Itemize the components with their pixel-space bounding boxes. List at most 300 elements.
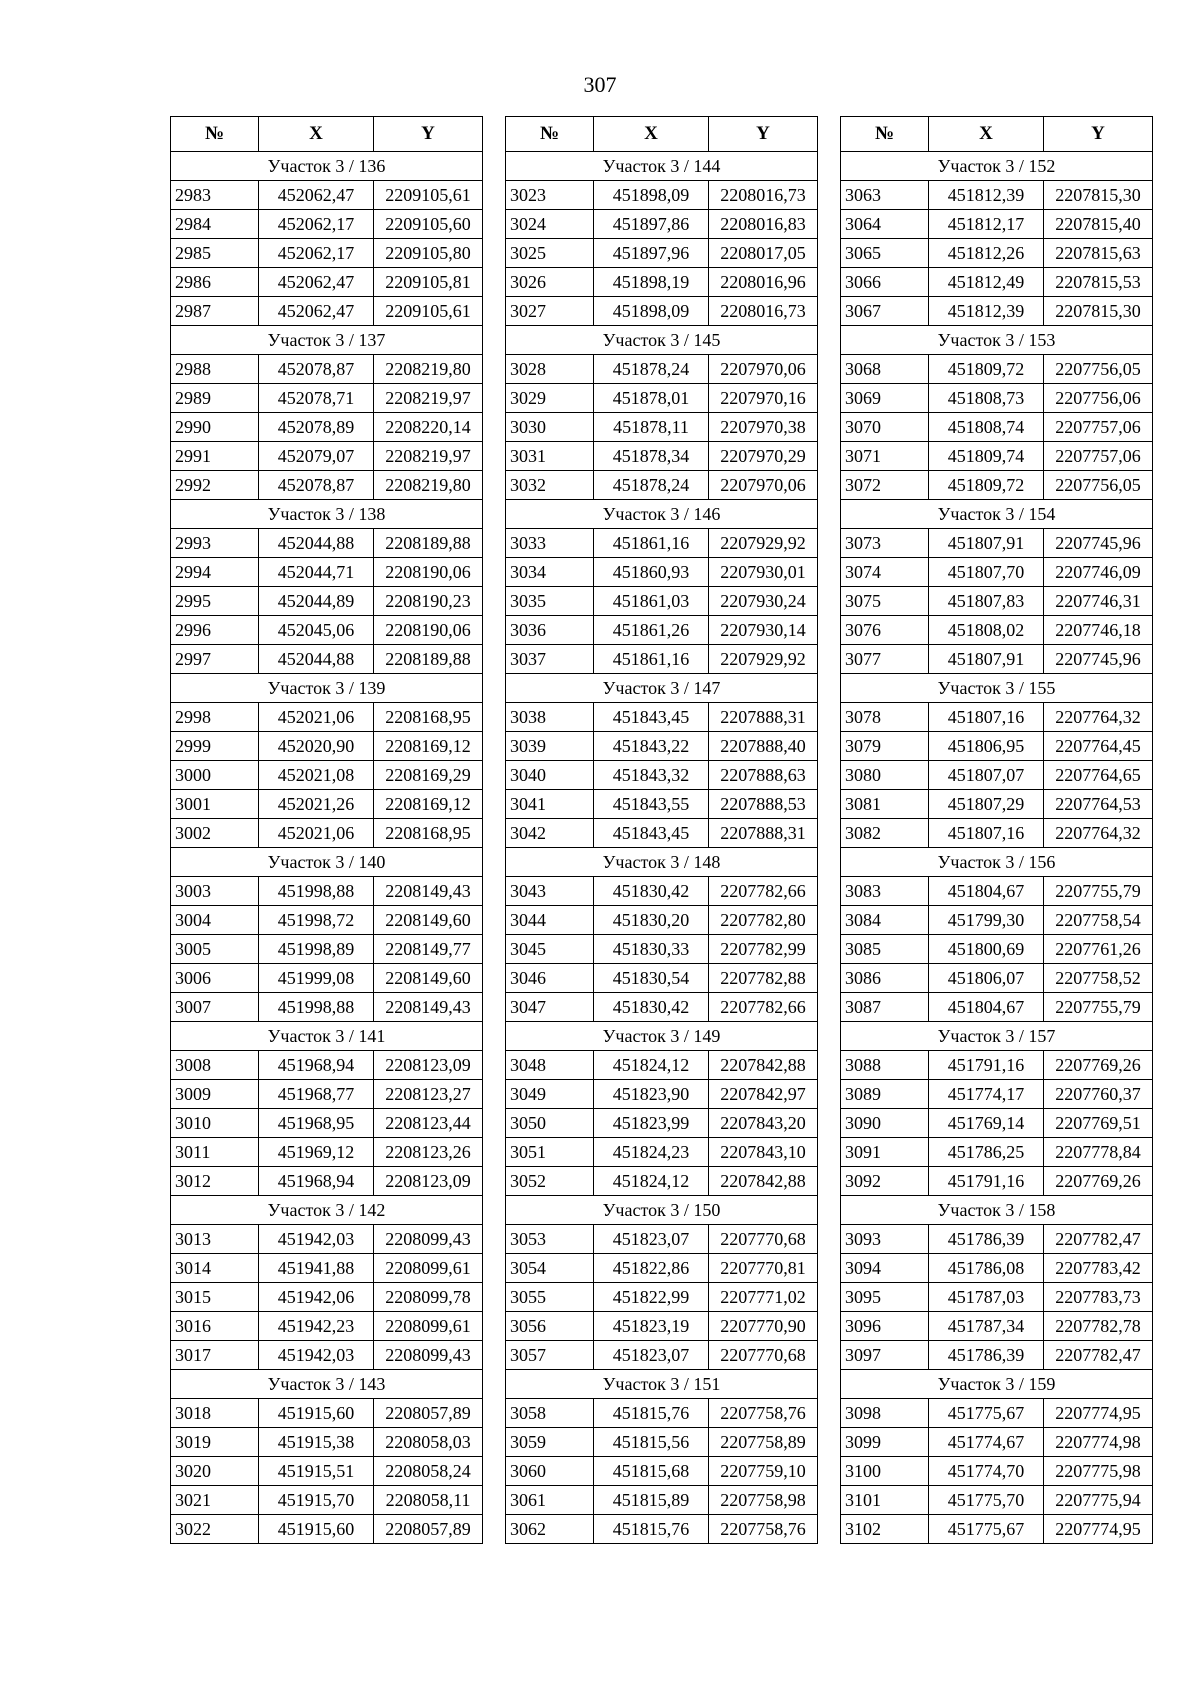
- point-number: 3082: [841, 819, 929, 848]
- x-coordinate: 451812,17: [929, 210, 1044, 239]
- y-coordinate: 2208057,89: [374, 1399, 483, 1428]
- y-coordinate: 2207843,10: [709, 1138, 818, 1167]
- point-number: 3041: [506, 790, 594, 819]
- y-coordinate: 2207970,16: [709, 384, 818, 413]
- table-row: [841, 529, 1153, 558]
- point-number: 3060: [506, 1457, 594, 1486]
- y-coordinate: 2207760,37: [1044, 1080, 1153, 1109]
- y-coordinate: 2207755,79: [1044, 993, 1153, 1022]
- table-row: [841, 964, 1153, 993]
- y-coordinate: 2209105,80: [374, 239, 483, 268]
- x-coordinate: 452021,06: [259, 703, 374, 732]
- table-row: [171, 1312, 483, 1341]
- y-coordinate: 2207758,89: [709, 1428, 818, 1457]
- x-coordinate: 451809,72: [929, 471, 1044, 500]
- point-number: 3049: [506, 1080, 594, 1109]
- x-coordinate: 451830,20: [594, 906, 709, 935]
- point-number: 3013: [171, 1225, 259, 1254]
- table-row: [506, 645, 818, 674]
- point-number: 3064: [841, 210, 929, 239]
- y-coordinate: 2207764,65: [1044, 761, 1153, 790]
- y-coordinate: 2207771,02: [709, 1283, 818, 1312]
- column-header-y: Y: [374, 117, 483, 152]
- table-row: [841, 616, 1153, 645]
- x-coordinate: 451806,95: [929, 732, 1044, 761]
- point-number: 2991: [171, 442, 259, 471]
- x-coordinate: 451969,12: [259, 1138, 374, 1167]
- y-coordinate: 2207758,52: [1044, 964, 1153, 993]
- x-coordinate: 451824,12: [594, 1167, 709, 1196]
- x-coordinate: 451860,93: [594, 558, 709, 587]
- x-coordinate: 452021,06: [259, 819, 374, 848]
- table-row: [506, 413, 818, 442]
- point-number: 3039: [506, 732, 594, 761]
- x-coordinate: 451968,94: [259, 1167, 374, 1196]
- table-row: [841, 790, 1153, 819]
- y-coordinate: 2207769,51: [1044, 1109, 1153, 1138]
- point-number: 3003: [171, 877, 259, 906]
- y-coordinate: 2207770,68: [709, 1341, 818, 1370]
- x-coordinate: 451786,25: [929, 1138, 1044, 1167]
- section-row: [841, 1370, 1153, 1399]
- table-row: [171, 877, 483, 906]
- y-coordinate: 2208099,61: [374, 1312, 483, 1341]
- x-coordinate: 451807,16: [929, 703, 1044, 732]
- x-coordinate: 451791,16: [929, 1167, 1044, 1196]
- y-coordinate: 2208219,80: [374, 355, 483, 384]
- point-number: 3040: [506, 761, 594, 790]
- x-coordinate: 451878,01: [594, 384, 709, 413]
- y-coordinate: 2208099,61: [374, 1254, 483, 1283]
- y-coordinate: 2207774,98: [1044, 1428, 1153, 1457]
- x-coordinate: 452044,88: [259, 645, 374, 674]
- y-coordinate: 2207775,98: [1044, 1457, 1153, 1486]
- point-number: 2988: [171, 355, 259, 384]
- y-coordinate: 2208219,80: [374, 471, 483, 500]
- table-row: [841, 935, 1153, 964]
- x-coordinate: 452062,17: [259, 239, 374, 268]
- table-row: [171, 210, 483, 239]
- section-row: [841, 674, 1153, 703]
- column-header-x: X: [259, 117, 374, 152]
- y-coordinate: 2207782,47: [1044, 1225, 1153, 1254]
- point-number: 3068: [841, 355, 929, 384]
- point-number: 3020: [171, 1457, 259, 1486]
- x-coordinate: 451968,95: [259, 1109, 374, 1138]
- y-coordinate: 2208123,09: [374, 1167, 483, 1196]
- section-title: Участок 3 / 159: [841, 1370, 1153, 1399]
- table-row: [506, 1399, 818, 1428]
- x-coordinate: 451807,91: [929, 529, 1044, 558]
- y-coordinate: 2208017,05: [709, 239, 818, 268]
- table-row: [841, 1225, 1153, 1254]
- x-coordinate: 451791,16: [929, 1051, 1044, 1080]
- table-row: [506, 1283, 818, 1312]
- table-row: [506, 906, 818, 935]
- y-coordinate: 2208169,12: [374, 732, 483, 761]
- table-row: [841, 1051, 1153, 1080]
- y-coordinate: 2207782,78: [1044, 1312, 1153, 1341]
- column-header-number: №: [841, 117, 929, 152]
- point-number: 3016: [171, 1312, 259, 1341]
- table-row: [171, 732, 483, 761]
- y-coordinate: 2208099,78: [374, 1283, 483, 1312]
- column-header-number: №: [171, 117, 259, 152]
- x-coordinate: 451843,55: [594, 790, 709, 819]
- table-row: [171, 268, 483, 297]
- point-number: 3085: [841, 935, 929, 964]
- point-number: 3004: [171, 906, 259, 935]
- y-coordinate: 2207764,32: [1044, 819, 1153, 848]
- point-number: 3031: [506, 442, 594, 471]
- point-number: 3051: [506, 1138, 594, 1167]
- y-coordinate: 2207746,31: [1044, 587, 1153, 616]
- point-number: 3023: [506, 181, 594, 210]
- y-coordinate: 2208149,77: [374, 935, 483, 964]
- table-row: [841, 1486, 1153, 1515]
- y-coordinate: 2208149,43: [374, 993, 483, 1022]
- x-coordinate: 451815,68: [594, 1457, 709, 1486]
- section-row: [841, 1022, 1153, 1051]
- y-coordinate: 2207970,29: [709, 442, 818, 471]
- y-coordinate: 2207758,76: [709, 1399, 818, 1428]
- x-coordinate: 451807,91: [929, 645, 1044, 674]
- x-coordinate: 451878,34: [594, 442, 709, 471]
- section-row: [171, 1196, 483, 1225]
- table-row: [171, 587, 483, 616]
- x-coordinate: 452078,89: [259, 413, 374, 442]
- table-row: [841, 732, 1153, 761]
- coordinate-table: [505, 116, 818, 1544]
- x-coordinate: 452078,71: [259, 384, 374, 413]
- x-coordinate: 451861,16: [594, 645, 709, 674]
- coordinate-table: [170, 116, 483, 1544]
- point-number: 3081: [841, 790, 929, 819]
- table-row: [506, 355, 818, 384]
- y-coordinate: 2207764,53: [1044, 790, 1153, 819]
- y-coordinate: 2207782,47: [1044, 1341, 1153, 1370]
- y-coordinate: 2207782,66: [709, 877, 818, 906]
- y-coordinate: 2207888,63: [709, 761, 818, 790]
- section-title: Участок 3 / 141: [171, 1022, 483, 1051]
- table-row: [506, 1457, 818, 1486]
- table-row: [171, 819, 483, 848]
- x-coordinate: 451786,08: [929, 1254, 1044, 1283]
- section-title: Участок 3 / 155: [841, 674, 1153, 703]
- y-coordinate: 2208169,29: [374, 761, 483, 790]
- point-number: 3090: [841, 1109, 929, 1138]
- y-coordinate: 2208123,27: [374, 1080, 483, 1109]
- y-coordinate: 2207756,06: [1044, 384, 1153, 413]
- x-coordinate: 451806,07: [929, 964, 1044, 993]
- x-coordinate: 451915,70: [259, 1486, 374, 1515]
- y-coordinate: 2207815,30: [1044, 181, 1153, 210]
- section-row: [171, 848, 483, 877]
- table-row: [506, 1341, 818, 1370]
- section-row: [841, 500, 1153, 529]
- table-row: [841, 471, 1153, 500]
- table-row: [171, 1515, 483, 1544]
- y-coordinate: 2207970,38: [709, 413, 818, 442]
- point-number: 3075: [841, 587, 929, 616]
- section-row: [841, 848, 1153, 877]
- y-coordinate: 2207770,90: [709, 1312, 818, 1341]
- y-coordinate: 2208190,06: [374, 616, 483, 645]
- y-coordinate: 2208190,23: [374, 587, 483, 616]
- y-coordinate: 2208057,89: [374, 1515, 483, 1544]
- point-number: 3061: [506, 1486, 594, 1515]
- y-coordinate: 2207755,79: [1044, 877, 1153, 906]
- x-coordinate: 451815,89: [594, 1486, 709, 1515]
- table-row: [171, 1486, 483, 1515]
- table-row: [841, 442, 1153, 471]
- point-number: 3071: [841, 442, 929, 471]
- point-number: 3050: [506, 1109, 594, 1138]
- table-row: [841, 1399, 1153, 1428]
- table-row: [841, 703, 1153, 732]
- point-number: 3025: [506, 239, 594, 268]
- x-coordinate: 452021,08: [259, 761, 374, 790]
- y-coordinate: 2207842,88: [709, 1051, 818, 1080]
- y-coordinate: 2208123,44: [374, 1109, 483, 1138]
- point-number: 3078: [841, 703, 929, 732]
- table-row: [506, 1428, 818, 1457]
- section-row: [841, 152, 1153, 181]
- point-number: 3079: [841, 732, 929, 761]
- x-coordinate: 451775,67: [929, 1399, 1044, 1428]
- point-number: 2996: [171, 616, 259, 645]
- table-row: [171, 1254, 483, 1283]
- section-row: [171, 1022, 483, 1051]
- y-coordinate: 2207888,53: [709, 790, 818, 819]
- point-number: 3009: [171, 1080, 259, 1109]
- column-header-y: Y: [1044, 117, 1153, 152]
- x-coordinate: 451878,24: [594, 355, 709, 384]
- section-row: [506, 674, 818, 703]
- table-row: [506, 297, 818, 326]
- table-row: [506, 1515, 818, 1544]
- y-coordinate: 2207782,88: [709, 964, 818, 993]
- y-coordinate: 2208123,26: [374, 1138, 483, 1167]
- table-row: [841, 1138, 1153, 1167]
- point-number: 3007: [171, 993, 259, 1022]
- section-title: Участок 3 / 143: [171, 1370, 483, 1399]
- section-title: Участок 3 / 151: [506, 1370, 818, 1399]
- point-number: 3022: [171, 1515, 259, 1544]
- point-number: 3094: [841, 1254, 929, 1283]
- point-number: 2989: [171, 384, 259, 413]
- y-coordinate: 2208058,24: [374, 1457, 483, 1486]
- x-coordinate: 451786,39: [929, 1225, 1044, 1254]
- x-coordinate: 451800,69: [929, 935, 1044, 964]
- y-coordinate: 2209105,61: [374, 297, 483, 326]
- point-number: 3027: [506, 297, 594, 326]
- y-coordinate: 2207929,92: [709, 645, 818, 674]
- point-number: 3102: [841, 1515, 929, 1544]
- point-number: 2998: [171, 703, 259, 732]
- section-row: [506, 152, 818, 181]
- table-row: [171, 1225, 483, 1254]
- x-coordinate: 451897,96: [594, 239, 709, 268]
- x-coordinate: 451774,67: [929, 1428, 1044, 1457]
- table-row: [506, 703, 818, 732]
- x-coordinate: 451823,07: [594, 1225, 709, 1254]
- table-row: [171, 1399, 483, 1428]
- point-number: 3065: [841, 239, 929, 268]
- point-number: 2997: [171, 645, 259, 674]
- section-title: Участок 3 / 152: [841, 152, 1153, 181]
- x-coordinate: 451815,56: [594, 1428, 709, 1457]
- x-coordinate: 452078,87: [259, 355, 374, 384]
- y-coordinate: 2207815,53: [1044, 268, 1153, 297]
- x-coordinate: 451812,49: [929, 268, 1044, 297]
- point-number: 3092: [841, 1167, 929, 1196]
- x-coordinate: 452062,47: [259, 268, 374, 297]
- x-coordinate: 451824,23: [594, 1138, 709, 1167]
- x-coordinate: 451861,26: [594, 616, 709, 645]
- point-number: 3089: [841, 1080, 929, 1109]
- y-coordinate: 2208016,96: [709, 268, 818, 297]
- section-row: [171, 674, 483, 703]
- x-coordinate: 451807,07: [929, 761, 1044, 790]
- y-coordinate: 2207770,68: [709, 1225, 818, 1254]
- section-title: Участок 3 / 157: [841, 1022, 1153, 1051]
- table-row: [506, 442, 818, 471]
- column-header-y: Y: [709, 117, 818, 152]
- point-number: 3028: [506, 355, 594, 384]
- section-row: [171, 152, 483, 181]
- x-coordinate: 451822,99: [594, 1283, 709, 1312]
- y-coordinate: 2207746,18: [1044, 616, 1153, 645]
- x-coordinate: 451812,39: [929, 181, 1044, 210]
- y-coordinate: 2209105,81: [374, 268, 483, 297]
- x-coordinate: 451942,23: [259, 1312, 374, 1341]
- x-coordinate: 451815,76: [594, 1515, 709, 1544]
- x-coordinate: 451861,16: [594, 529, 709, 558]
- x-coordinate: 451812,39: [929, 297, 1044, 326]
- table-row: [171, 558, 483, 587]
- table-row: [841, 413, 1153, 442]
- y-coordinate: 2207842,97: [709, 1080, 818, 1109]
- point-number: 3042: [506, 819, 594, 848]
- x-coordinate: 451942,03: [259, 1225, 374, 1254]
- y-coordinate: 2207930,24: [709, 587, 818, 616]
- table-row: [171, 964, 483, 993]
- y-coordinate: 2207970,06: [709, 355, 818, 384]
- section-row: [506, 1370, 818, 1399]
- point-number: 3029: [506, 384, 594, 413]
- y-coordinate: 2207769,26: [1044, 1051, 1153, 1080]
- y-coordinate: 2207764,32: [1044, 703, 1153, 732]
- table-row: [506, 616, 818, 645]
- x-coordinate: 452044,71: [259, 558, 374, 587]
- table-row: [841, 355, 1153, 384]
- point-number: 3034: [506, 558, 594, 587]
- x-coordinate: 451998,72: [259, 906, 374, 935]
- x-coordinate: 452078,87: [259, 471, 374, 500]
- x-coordinate: 451823,99: [594, 1109, 709, 1138]
- point-number: 3006: [171, 964, 259, 993]
- point-number: 3010: [171, 1109, 259, 1138]
- point-number: 3100: [841, 1457, 929, 1486]
- y-coordinate: 2208219,97: [374, 384, 483, 413]
- point-number: 3011: [171, 1138, 259, 1167]
- table-row: [506, 1167, 818, 1196]
- y-coordinate: 2207929,92: [709, 529, 818, 558]
- point-number: 2993: [171, 529, 259, 558]
- table-row: [506, 1109, 818, 1138]
- y-coordinate: 2207783,73: [1044, 1283, 1153, 1312]
- table-row: [841, 877, 1153, 906]
- point-number: 3054: [506, 1254, 594, 1283]
- y-coordinate: 2208219,97: [374, 442, 483, 471]
- x-coordinate: 452020,90: [259, 732, 374, 761]
- table-row: [841, 384, 1153, 413]
- point-number: 3070: [841, 413, 929, 442]
- table-row: [171, 761, 483, 790]
- table-row: [506, 790, 818, 819]
- coordinate-table: [840, 116, 1153, 1544]
- point-number: 3043: [506, 877, 594, 906]
- point-number: 3038: [506, 703, 594, 732]
- table-row: [506, 1225, 818, 1254]
- table-row: [171, 1457, 483, 1486]
- table-row: [506, 1080, 818, 1109]
- table-row: [171, 703, 483, 732]
- point-number: 2984: [171, 210, 259, 239]
- point-number: 3000: [171, 761, 259, 790]
- y-coordinate: 2207745,96: [1044, 529, 1153, 558]
- y-coordinate: 2208123,09: [374, 1051, 483, 1080]
- y-coordinate: 2207758,76: [709, 1515, 818, 1544]
- point-number: 2999: [171, 732, 259, 761]
- point-number: 3058: [506, 1399, 594, 1428]
- y-coordinate: 2207888,31: [709, 703, 818, 732]
- point-number: 3077: [841, 645, 929, 674]
- section-title: Участок 3 / 149: [506, 1022, 818, 1051]
- section-row: [171, 326, 483, 355]
- table-row: [171, 297, 483, 326]
- table-row: [841, 1428, 1153, 1457]
- table-row: [506, 935, 818, 964]
- y-coordinate: 2207888,31: [709, 819, 818, 848]
- x-coordinate: 451915,60: [259, 1399, 374, 1428]
- x-coordinate: 451807,70: [929, 558, 1044, 587]
- section-title: Участок 3 / 142: [171, 1196, 483, 1225]
- section-row: [171, 1370, 483, 1399]
- table-row: [506, 1254, 818, 1283]
- section-title: Участок 3 / 138: [171, 500, 483, 529]
- table-row: [171, 1138, 483, 1167]
- table-row: [841, 1341, 1153, 1370]
- point-number: 3087: [841, 993, 929, 1022]
- table-row: [171, 1428, 483, 1457]
- point-number: 3093: [841, 1225, 929, 1254]
- point-number: 3052: [506, 1167, 594, 1196]
- y-coordinate: 2208169,12: [374, 790, 483, 819]
- x-coordinate: 451812,26: [929, 239, 1044, 268]
- point-number: 3018: [171, 1399, 259, 1428]
- table-row: [506, 1312, 818, 1341]
- x-coordinate: 451941,88: [259, 1254, 374, 1283]
- section-title: Участок 3 / 148: [506, 848, 818, 877]
- x-coordinate: 451968,94: [259, 1051, 374, 1080]
- point-number: 3084: [841, 906, 929, 935]
- point-number: 3015: [171, 1283, 259, 1312]
- point-number: 3019: [171, 1428, 259, 1457]
- table-row: [171, 1080, 483, 1109]
- x-coordinate: 451915,38: [259, 1428, 374, 1457]
